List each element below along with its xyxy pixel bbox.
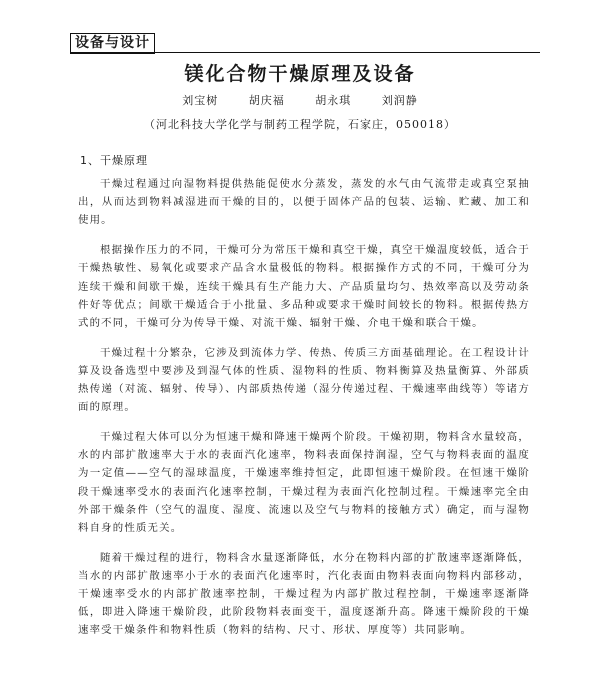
- article-title: 镁化合物干燥原理及设备: [184, 63, 416, 85]
- author-affiliation: （河北科技大学化学与制药工程学院，石家庄，050018）: [144, 118, 456, 131]
- column-header-rule: [70, 52, 540, 53]
- body-paragraph: 随着干燥过程的进行，物料含水量逐渐降低，水分在物料内部的扩散速率逐渐降低，当水的内部扩散速率小于水的表面汽化速率时，汽化表面由物料表面向物料内部移动，干燥速率受水的内部扩散速率控制，干燥过程为内部扩散过程控制，干燥速率逐渐降低，即进入降速干燥阶段，此阶段物料表面变干，温度逐渐升高。降速干燥阶段的干燥速率受干燥条件和物料性质（物料的结构、尺寸、形状、厚度等）共同影响。: [78, 551, 530, 637]
- body-paragraph: 干燥过程十分繁杂，它涉及到流体力学、传热、传质三方面基础理论。在工程设计计算及设备选型中要涉及到湿气体的性质、湿物料的性质、物料衡算及热量衡算、外部质热传递（对流、辐射、传导）、内部质热传递（湿分传递过程、干燥速率曲线等）等诸方面的原理。: [78, 346, 530, 414]
- author-name: 胡庆福: [248, 94, 285, 107]
- author-name: 刘润静: [381, 94, 418, 107]
- author-list: [0, 94, 600, 108]
- author-name: 刘宝树: [182, 94, 219, 107]
- author-name: 胡永琪: [315, 94, 352, 107]
- column-tag: 设备与设计: [70, 33, 155, 54]
- section-heading: 1、干燥原理: [80, 154, 148, 167]
- body-paragraph: 干燥过程大体可以分为恒速干燥和降速干燥两个阶段。干燥初期，物料含水量较高，水的内部扩散速率大于水的表面汽化速率，物料表面保持润湿，空气与物料表面的温度为一定值——空气的湿球温度，干燥速率维持恒定，此即恒速干燥阶段。在恒速干燥阶段干燥速率受水的表面汽化速率控制，干燥过程为表面汽化控制过程。干燥速率完全由外部干燥条件（空气的温度、湿度、流速以及空气与物料的接触方式）确定，而与湿物料自身的性质无关。: [78, 430, 530, 534]
- article-body: [78, 175, 530, 651]
- body-paragraph: 根据操作压力的不同，干燥可分为常压干燥和真空干燥，真空干燥温度较低，适合于干燥热敏性、易氧化或要求产品含水量极低的物料。根据操作方式的不同，干燥可分为连续干燥和间歇干燥，连续干燥具有生产能力大、产品质量均匀、热效率高以及劳动条件好等优点；间歇干燥适合于小批量、多品种或要求干燥时间较长的物料。根据传热方式的不同，干燥可分为传导干燥、对流干燥、辐射干燥、介电干燥和联合干燥。: [78, 244, 530, 329]
- body-paragraph: 干燥过程通过向湿物料提供热能促使水分蒸发，蒸发的水气由气流带走或真空泵抽出，从而达到物料减湿进而干燥的目的，以便于固体产品的包装、运输、贮藏、加工和使用。: [78, 178, 530, 227]
